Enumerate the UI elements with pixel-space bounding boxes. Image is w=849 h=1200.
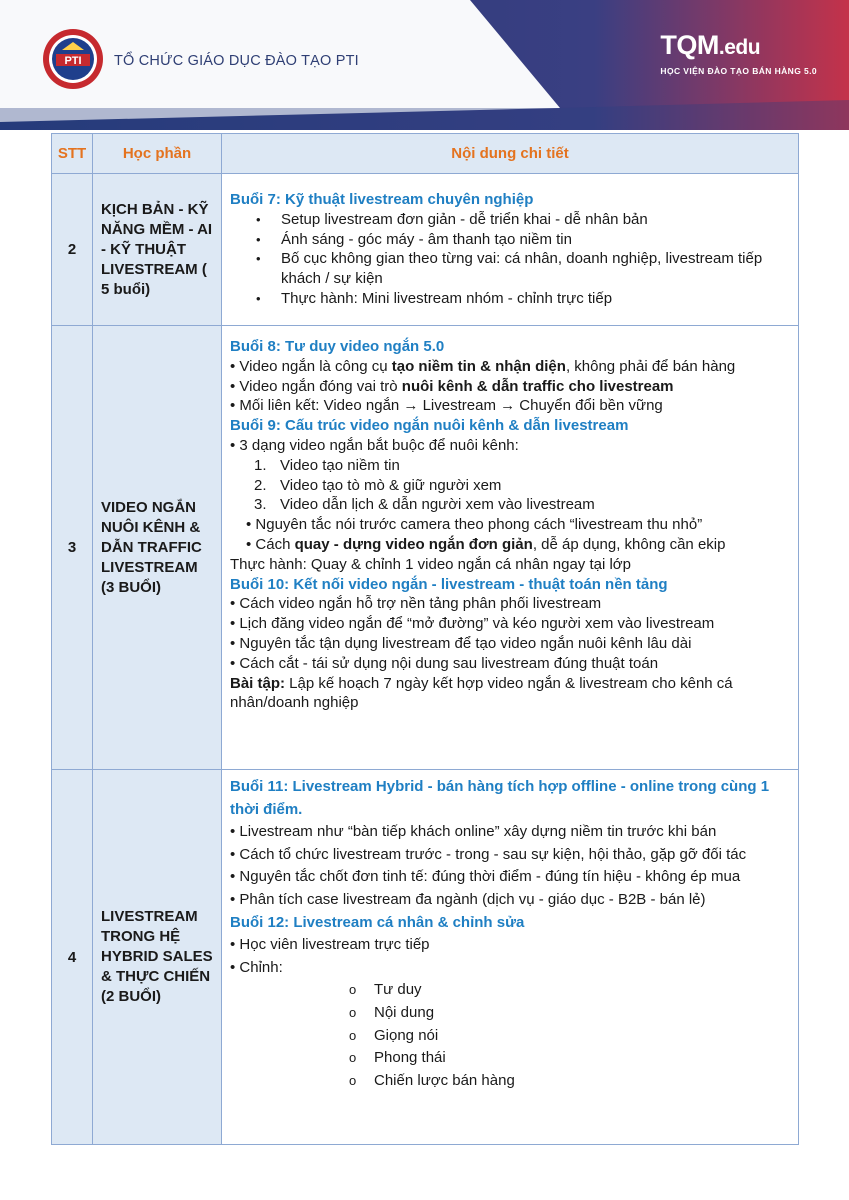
homework-note: Bài tập: Lập kế hoạch 7 ngày kết hợp video ngắn & livestream cho kênh cá nhân/doanh nghiệp	[230, 674, 733, 712]
bullet-list	[230, 210, 790, 309]
list-item: • Học viên livestream trực tiếp	[230, 936, 430, 954]
list-item: • Nguyên tắc tận dụng livestream để tạo video ngắn nuôi kênh lâu dài	[230, 634, 692, 652]
session-title: Buổi 10: Kết nối video ngắn - livestream - thuật toán nền tảng	[230, 575, 668, 593]
pti-logo	[42, 28, 104, 90]
row-detail	[222, 770, 799, 1145]
list-item: • Bố cục không gian theo từng vai: cá nhân, doanh nghiệp, livestream tiếp khách / sự kiện	[256, 249, 790, 289]
session-title: Buổi 11: Livestream Hybrid - bán hàng tích hợp offline - online trong cùng 1 thời điểm.	[230, 778, 770, 818]
list-item: • Ánh sáng - góc máy - âm thanh tạo niềm tin	[256, 230, 790, 250]
list-item: • Setup livestream đơn giản - dễ triển khai - dễ nhân bản	[256, 210, 790, 230]
header-detail: Nội dung chi tiết	[222, 134, 799, 174]
list-item: • Thực hành: Mini livestream nhóm - chỉnh trực tiếp	[256, 289, 790, 309]
list-item: • Nguyên tắc chốt đơn tinh tế: đúng thời điểm - đúng tín hiệu - không ép mua	[230, 868, 741, 886]
curriculum-table	[51, 133, 799, 1145]
header-module: Học phần	[93, 134, 222, 174]
list-item: • Video ngắn là công cụ tạo niềm tin & nhận diện, không phải để bán hàng	[230, 357, 736, 375]
list-item: 2. Video tạo tò mò & giữ người xem	[254, 476, 502, 494]
page-header	[0, 0, 849, 130]
brand-suffix: .edu	[718, 36, 761, 59]
list-item: 1. Video tạo niềm tin	[254, 456, 400, 474]
row-module: KỊCH BẢN - KỸ NĂNG MỀM - AI - KỸ THUẬT LIVESTREAM ( 5 buổi)	[93, 174, 222, 326]
numbered-list	[230, 456, 790, 515]
list-item: • Lịch đăng video ngắn để “mở đường” và kéo người xem vào livestream	[230, 615, 715, 633]
list-item: • Mối liên kết: Video ngắn → Livestream → Chuyển đổi bền vững	[230, 397, 663, 415]
table-row	[52, 770, 799, 1145]
list-item: • 3 dạng video ngắn bắt buộc để nuôi kênh:	[230, 436, 519, 454]
row-stt: 4	[52, 770, 93, 1145]
list-item: • Cách cắt - tái sử dụng nội dung sau livestream đúng thuật toán	[230, 654, 659, 672]
list-item: 3. Video dẫn lịch & dẫn người xem vào livestream	[254, 496, 595, 514]
table-header-row	[52, 134, 799, 174]
session-title: Buổi 9: Cấu trúc video ngắn nuôi kênh & dẫn livestream	[230, 417, 629, 435]
session-title: Buổi 7: Kỹ thuật livestream chuyên nghiệp	[230, 191, 534, 208]
list-item: o Phong thái	[349, 1047, 790, 1070]
row-module: LIVESTREAM TRONG HỆ HYBRID SALES & THỰC CHIẾN (2 BUỔI)	[93, 770, 222, 1145]
list-item: o Giọng nói	[349, 1025, 790, 1048]
pti-logo-text: PTI	[64, 55, 82, 67]
row-stt: 2	[52, 174, 93, 326]
row-module: VIDEO NGẮN NUÔI KÊNH & DẪN TRAFFIC LIVESTREAM (3 BUỔI)	[93, 326, 222, 770]
org-name: TỔ CHỨC GIÁO DỤC ĐÀO TẠO PTI	[114, 53, 359, 69]
list-item: • Cách tổ chức livestream trước - trong - sau sự kiện, hội thảo, gặp gỡ đối tác	[230, 845, 747, 863]
list-item: • Chỉnh:	[230, 958, 283, 976]
table-row	[52, 174, 799, 326]
list-item: o Nội dung	[349, 1002, 790, 1025]
list-item: • Nguyên tắc nói trước camera theo phong cách “livestream thu nhỏ”	[246, 516, 703, 534]
practice-note: Thực hành: Quay & chỉnh 1 video ngắn cá nhân ngay tại lớp	[230, 555, 631, 573]
list-item: o Tư duy	[349, 979, 790, 1002]
session-title: Buổi 8: Tư duy video ngắn 5.0	[230, 338, 445, 355]
list-item: • Phân tích case livestream đa ngành (dịch vụ - giáo dục - B2B - bán lẻ)	[230, 890, 706, 908]
row-detail	[222, 326, 799, 770]
table-row	[52, 326, 799, 770]
brand-name: TQM	[660, 30, 719, 60]
tqm-brand-logo	[660, 30, 817, 76]
header-stt: STT	[52, 134, 93, 174]
list-item: • Cách quay - dựng video ngắn đơn giản, dễ áp dụng, không cần ekip	[246, 535, 726, 553]
sub-list	[230, 979, 790, 1092]
session-title: Buổi 12: Livestream cá nhân & chỉnh sửa	[230, 913, 525, 931]
row-stt: 3	[52, 326, 93, 770]
brand-tagline: HỌC VIỆN ĐÀO TẠO BÁN HÀNG 5.0	[660, 66, 817, 76]
list-item: • Video ngắn đóng vai trò nuôi kênh & dẫn traffic cho livestream	[230, 377, 674, 395]
list-item: • Cách video ngắn hỗ trợ nền tảng phân phối livestream	[230, 595, 602, 613]
list-item: o Chiến lược bán hàng	[349, 1070, 790, 1093]
row-detail	[222, 174, 799, 326]
list-item: • Livestream như “bàn tiếp khách online” xây dựng niềm tin trước khi bán	[230, 823, 717, 841]
